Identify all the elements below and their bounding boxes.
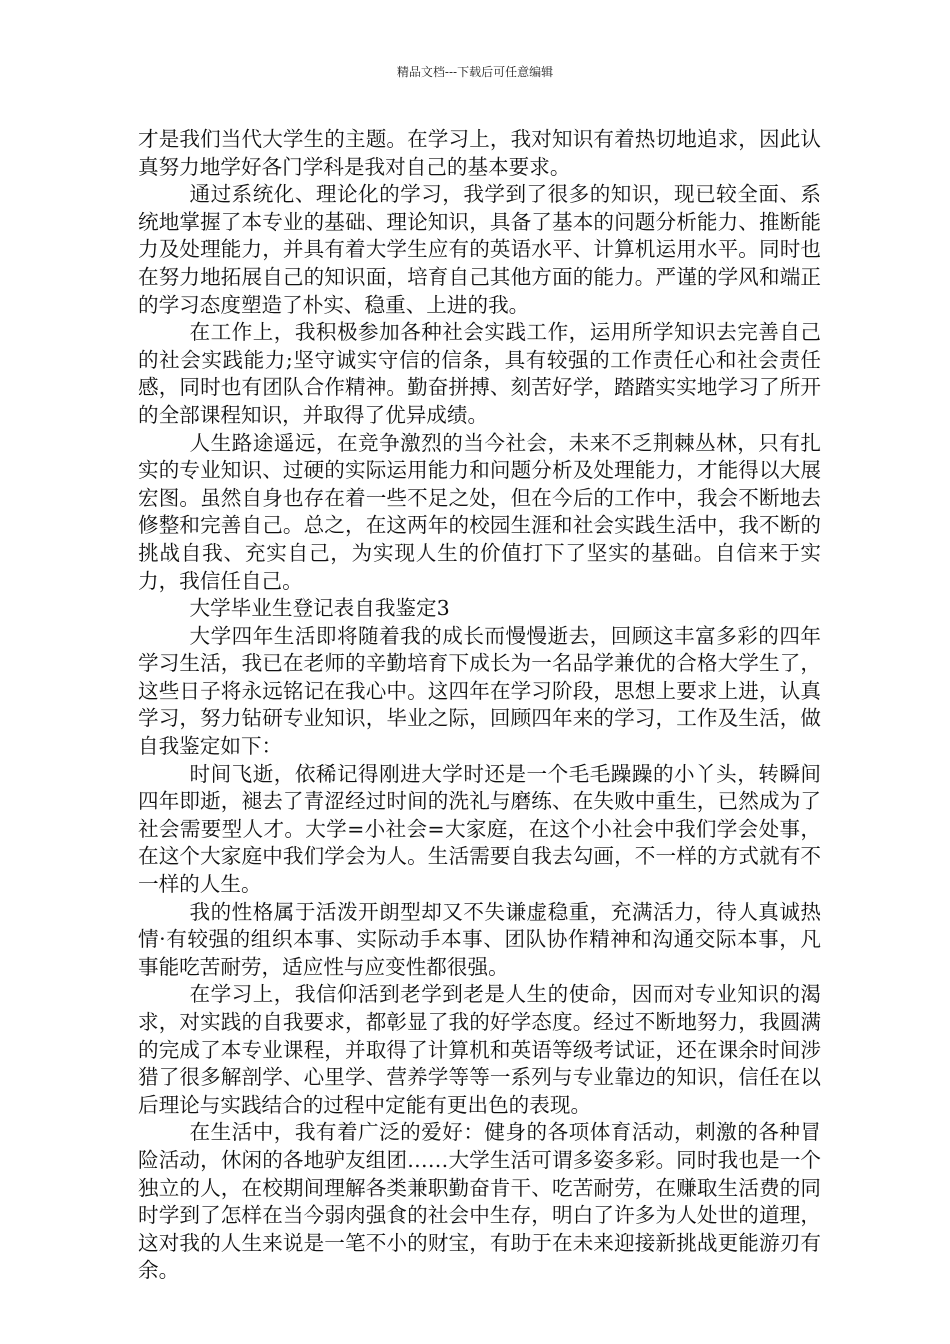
paragraph-8: 在学习上，我信仰活到老学到老是人生的使命，因而对专业知识的渴求，对实践的自我要求，都彰显了我的好学态度。经过不断地努力，我圆满的完成了本专业课程，并取得了计算机和英语等级考试证，还在课余时间涉猎了很多解剖学、心里学、营养学等等一系列与专业靠边的知识，信任在以后理论与实践结合的过程中定能有更出色的表现。 [138, 982, 821, 1117]
paragraph-3: 在工作上，我积极参加各种社会实践工作，运用所学知识去完善自己的社会实践能力;坚守诚实守信的信条，具有较强的工作责任心和社会责任感，同时也有团队合作精神。勤奋拼搏、刻苦好学，踏踏实实地学习了所开的全部课程知识，并取得了优异成绩。 [138, 320, 821, 427]
paragraph-5: 大学四年生活即将随着我的成长而慢慢逝去，回顾这丰富多彩的四年学习生活，我已在老师的辛勤培育下成长为一名品学兼优的合格大学生了，这些日子将永远铭记在我心中。这四年在学习阶段，思想上要求上进，认真学习，努力钻研专业知识，毕业之际，回顾四年来的学习，工作及生活，做自我鉴定如下： [138, 623, 821, 759]
paragraph-4: 人生路途遥远，在竞争激烈的当今社会，未来不乏荆棘丛林，只有扎实的专业知识、过硬的实际运用能力和问题分析及处理能力，才能得以大展宏图。虽然自身也存在着一些不足之处，但在今后的工作中，我会不断地去修整和完善自己。总之，在这两年的校园生涯和社会实践生活中，我不断的挑战自我、充实自己，为实现人生的价值打下了坚实的基础。自信来于实力，我信任自己。 [138, 430, 821, 593]
paragraph-2: 通过系统化、理论化的学习，我学到了很多的知识，现已较全面、系统地掌握了本专业的基础、理论知识，具备了基本的问题分析能力、推断能力及处理能力，并具有着大学生应有的英语水平、计算机运用水平。同时也在努力地拓展自己的知识面，培育自己其他方面的能力。严谨的学风和端正的学习态度塑造了朴实、稳重、上进的我。 [138, 182, 821, 317]
paragraph-9: 在生活中，我有着广泛的爱好：健身的各项体育活动，刺激的各种冒险活动，休闲的各地驴友组团……大学生活可谓多姿多彩。同时我也是一个独立的人，在校期间理解各类兼职勤奋肯干、吃苦耐劳，在赚取生活费的同时学到了怎样在当今弱肉强食的社会中生存，明白了许多为人处世的道理，这对我的人生来说是一笔不小的财宝，有助于在未来迎接新挑战更能游刃有余。 [138, 1120, 821, 1283]
paragraph-7: 我的性格属于活泼开朗型却又不失谦虚稳重，充满活力，待人真诚热情·有较强的组织本事、实际动手本事、团队协作精神和沟通交际本事，凡事能吃苦耐劳，适应性与应变性都很强。 [138, 899, 821, 979]
paragraph-6: 时间飞逝，依稀记得刚进大学时还是一个毛毛躁躁的小丫头，转瞬间四年即逝，褪去了青涩经过时间的洗礼与磨练、在失败中重生，已然成为了社会需要型人才。大学=小社会=大家庭，在这个小社会中我们学会处事，在这个大家庭中我们学会为人。生活需要自我去勾画，不一样的方式就有不一样的人生。 [138, 761, 821, 897]
paragraph-1: 才是我们当代大学生的主题。在学习上，我对知识有着热切地追求，因此认真努力地学好各门学科是我对自己的基本要求。 [138, 127, 821, 179]
document-body [138, 126, 821, 1285]
page-header: 精品文档---下载后可任意编辑 [396, 65, 554, 79]
section-heading: 大学毕业生登记表自我鉴定3 [189, 596, 450, 621]
